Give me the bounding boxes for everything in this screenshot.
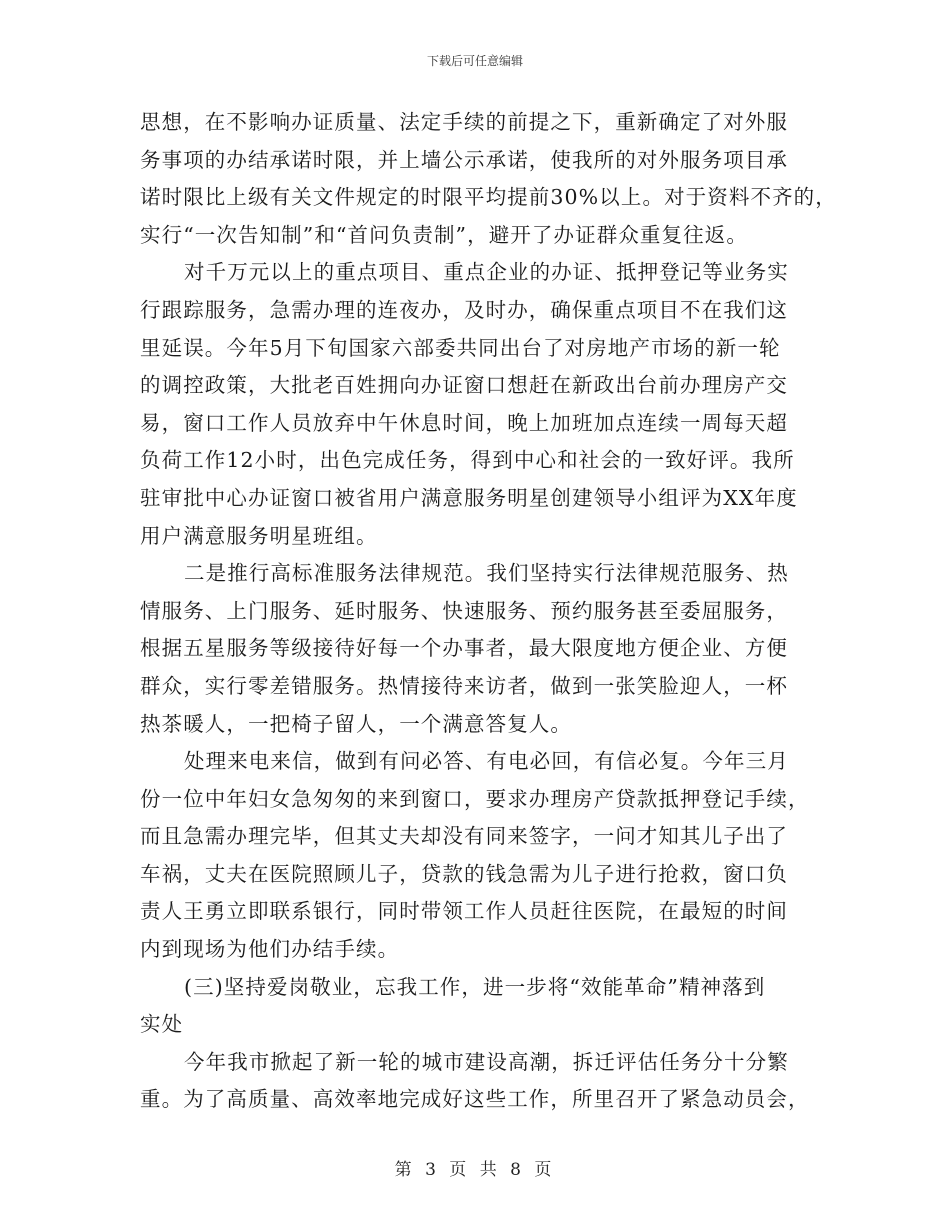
text-line: 处理来电来信，做到有问必答、有电必回，有信必复。今年三月 xyxy=(184,749,789,774)
text-line: 群众，实行零差错服务。热情接待来访者，做到一张笑脸迎人，一杯 xyxy=(140,673,788,698)
text-line: 情服务、上门服务、延时服务、快速服务、预约服务甚至委屈服务， xyxy=(140,598,788,623)
text-line: 思想，在不影响办证质量、法定手续的前提之下，重新确定了对外服 xyxy=(140,110,788,134)
document-body xyxy=(140,104,837,1119)
text-line: 实行“一次告知制”和“首问负责制”，避开了办证群众重复往返。 xyxy=(140,222,748,247)
text-line: 二是推行高标准服务法律规范。我们坚持实行法律规范服务、热 xyxy=(184,561,789,586)
text-line: 重。为了高质量、高效率地完成好这些工作，所里召开了紧急动员会， xyxy=(140,1087,810,1112)
text-line: 责人王勇立即联系银行，同时带领工作人员赶往医院，在最短的时间 xyxy=(140,899,788,924)
section-heading: (三)坚持爱岗敬业，忘我工作，进一步将“效能革命”精神落到 xyxy=(184,974,766,999)
text-line: 车祸，丈夫在医院照顾儿子，贷款的钱急需为儿子进行抢救，窗口负 xyxy=(140,861,788,886)
text-line: 根据五星服务等级接待好每一个办事者，最大限度地方便企业、方便 xyxy=(140,636,788,661)
text-line: 今年我市掀起了新一轮的城市建设高潮，拆迁评估任务分十分繁 xyxy=(184,1049,789,1074)
text-line: 里延误。今年5月下旬国家六部委共同出台了对房地产市场的新一轮 xyxy=(140,335,781,360)
text-line: 行跟踪服务，急需办理的连夜办，及时办，确保重点项目不在我们这 xyxy=(140,297,788,322)
text-line: 的调控政策，大批老百姓拥向办证窗口想赶在新政出台前办理房产交 xyxy=(140,373,788,398)
page-number-footer: 第 3 页 共 8 页 xyxy=(394,1160,556,1180)
text-line: 热茶暖人，一把椅子留人，一个满意答复人。 xyxy=(140,711,572,736)
text-line: 内到现场为他们办结手续。 xyxy=(140,937,400,962)
text-line: 而且急需办理完毕，但其丈夫却没有同来签字，一问才知其儿子出了 xyxy=(140,824,788,849)
text-line: 驻审批中心办证窗口被省用户满意服务明星创建领导小组评为XX年度 xyxy=(140,485,798,510)
text-line: 务事项的办结承诺时限，并上墙公示承诺，使我所的对外服务项目承 xyxy=(140,147,788,172)
text-line: 负荷工作12小时，出色完成任务，得到中心和社会的一致好评。我所 xyxy=(140,448,795,473)
text-line: 对千万元以上的重点项目、重点企业的办证、抵押登记等业务实 xyxy=(184,260,789,285)
page-header: 下载后可任意编辑 xyxy=(426,54,523,68)
text-line: 诺时限比上级有关文件规定的时限平均提前30%以上。对于资料不齐的， xyxy=(140,185,837,210)
text-line: 份一位中年妇女急匆匆的来到窗口，要求办理房产贷款抵押登记手续， xyxy=(140,786,810,811)
section-heading-continued: 实处 xyxy=(140,1012,184,1037)
text-line: 用户满意服务明星班组。 xyxy=(140,523,378,548)
text-line: 易，窗口工作人员放弃中午休息时间，晚上加班加点连续一周每天超 xyxy=(140,410,788,435)
